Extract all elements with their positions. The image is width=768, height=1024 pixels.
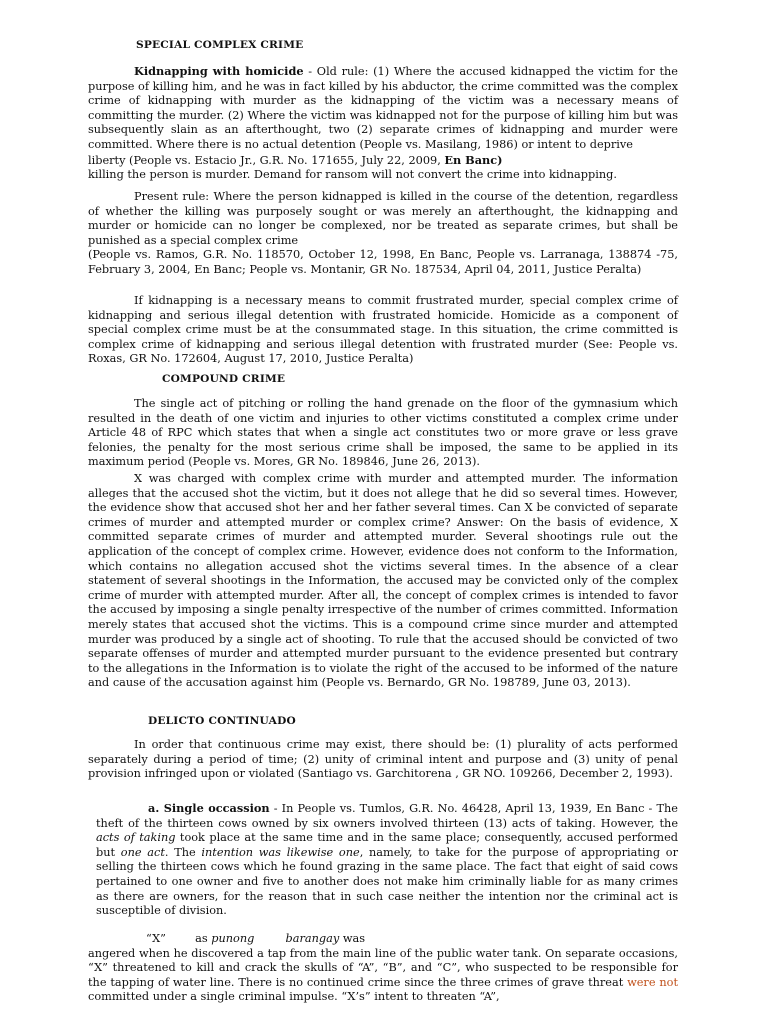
kidnapping-body: - Old rule: (1) Where the accused kidnapped the victim for the purpose of killing him, and he was in fact killed by his abductor, the crime committed was the complex crime of kidnapping with murder as the kidnapping of the victim was a necessary means of committing the murder. (2) Where the victim was kidnapped not for the purpose of killing him but was subsequently slain as an afterthought, two (2) separate crimes of kidnapping and murder were committed. Where there is no actual detention (People vs. Masilang, 1986) or intent to deprive: [88, 65, 678, 151]
single-occassion-intro: - In People vs. Tumlos, G.R. No. 46428, April 13, 1939, En Banc - The theft of the thirteen cows owned by six owners involved thirteen (13) acts of taking. However, the: [96, 802, 678, 830]
paragraph-present-rule: [88, 190, 678, 278]
was-word: was: [342, 932, 366, 945]
heading-compound-crime: COMPOUND CRIME: [162, 373, 286, 385]
not-word: not: [659, 975, 678, 989]
last-body1: angered when he discovered a tap from the main line of the public water tank. On separate occasions, “X” threatened to kill and crack the skulls of “A”, “B”, and “C”, who suspected to be responsible for the tapping of water line. There is no continued crime since the three crimes of grave threat: [88, 946, 678, 989]
compound-p1: The single act of pitching or rolling the hand grenade on the floor of the gymnasium which resulted in the death of one victim and injuries to other victims constituted a complex crime under Article 48 of RPC which states that when a single act constitutes two or more grave or less grave felonies, the penalty for the most serious crime shall be imposed, the same to be applied in its maximum period (People vs. Mores, GR No. 189846, June 26, 2013).: [88, 397, 678, 469]
last-body2: committed under a single criminal impulse. “X’s” intent to threaten “A”,: [88, 990, 500, 1004]
heading-special-complex-crime: SPECIAL COMPLEX CRIME: [136, 39, 304, 51]
single-occassion-label: a. Single occassion: [148, 801, 270, 815]
single-occassion-mid2: . The: [164, 845, 202, 859]
single-occassion-mid1: took place at the same time and in the same place; consequently, accused performed but: [96, 831, 678, 859]
as-word: as: [195, 932, 208, 945]
kidnapping-en-banc: En Banc): [444, 152, 503, 167]
paragraph-compound-hand-grenade: [88, 397, 678, 470]
kidnapping-liberty-line: liberty (People vs. Estacio Jr., G.R. No. 171655, July 22, 2009,: [88, 153, 445, 167]
single-occassion-rest: , namely, to take for the purpose of appropriating or selling the thirteen cows which he found grazing in the same place. The fact that eight of said cows pertained to one owner and five to another does not make him criminally liable for as many crimes as there are owners, for the reason that in such case neither the intention nor the criminal act is susceptible of division.: [96, 845, 678, 918]
x-quote: “X”: [146, 932, 166, 945]
frustrated-body: If kidnapping is a necessary means to commit frustrated murder, special complex crime of kidnapping and serious illegal detention with frustrated homicide. Homicide as a component of special complex crime must be at the consummated stage. In this situation, the crime committed is complex crime of kidnapping and serious illegal detention with frustrated murder (See: People vs. Roxas, GR No. 172604, August 17, 2010, Justice Peralta): [88, 294, 678, 366]
kidnapping-title: Kidnapping with homicide: [134, 64, 304, 78]
paragraph-kidnapping-with-homicide: [88, 64, 678, 183]
paragraph-single-occassion: [96, 801, 678, 919]
compound-p2: X was charged with complex crime with murder and attempted murder. The information alleges that the accused shot the victim, but it does not allege that he did so several times. However, the evidence show that accused shot her and her father several times. Can X be convicted of separate crimes of murder and attempted murder or complex crime? Answer: On the basis of evidence, X committed separate crimes of murder and attempted murder. Several shootings rule out the application of the concept of complex crime. However, evidence does not conform to the Information, which contains no allegation accused shot the victims several times. In the absence of a clear statement of several shootings in the Information, the accused may be convicted only of the complex crime of murder with attempted murder. After all, the concept of complex crimes is intended to favor the accused by imposing a single penalty irrespective of the number of crimes committed. Information merely states that accused shot the victims. This is a compound crime since murder and attempted murder was produced by a single act of shooting. To rule that the accused should be convicted of two separate offenses of murder and attempted murder pursuant to the evidence presented but contrary to the allegations in the Information is to violate the right of the accused to be informed of the nature and cause of the accusation against him (People vs. Bernardo, GR No. 198789, June 03, 2013).: [88, 472, 678, 690]
paragraph-frustrated-murder: [88, 294, 678, 367]
heading-delicto-continuado: DELICTO CONTINUADO: [148, 715, 296, 727]
acts-of-taking: acts of taking: [96, 831, 176, 845]
kidnapping-ransom-line: killing the person is murder. Demand for ransom will not convert the crime into kidnapping.: [88, 168, 617, 182]
paragraph-punong-barangay: [88, 932, 678, 1005]
delicto-p1: In order that continuous crime may exist, there should be: (1) plurality of acts performed separately during a period of time; (2) unity of criminal intent and purpose and (3) unity of penal provision infringed upon or violated (Santiago vs. Garchitorena , GR NO. 109266, December 2, 1993).: [88, 738, 678, 781]
paragraph-compound-x-charged: [88, 472, 678, 691]
present-rule-body: Present rule: Where the person kidnapped is killed in the course of the detention, regardless of whether the killing was purposely sought or was merely an afterthought, the kidnapping and murder or homicide can no longer be complexed, nor be treated as separate crimes, but shall be punished as a special complex crime: [88, 190, 678, 247]
intention-likewise-one: intention was likewise one: [201, 845, 360, 859]
barangay-word: barangay: [285, 932, 340, 945]
punong-word: punong: [211, 932, 255, 945]
one-act: one act: [120, 845, 165, 859]
were-word: were: [627, 975, 656, 989]
present-rule-citation: (People vs. Ramos, G.R. No. 118570, October 12, 1998, En Banc, People vs. Larranaga, 138874 -75, February 3, 2004, En Banc; People vs. Montanir, GR No. 187534, April 04, 2011, Justice Peralta): [88, 248, 678, 276]
paragraph-delicto-continuado: [88, 738, 678, 782]
